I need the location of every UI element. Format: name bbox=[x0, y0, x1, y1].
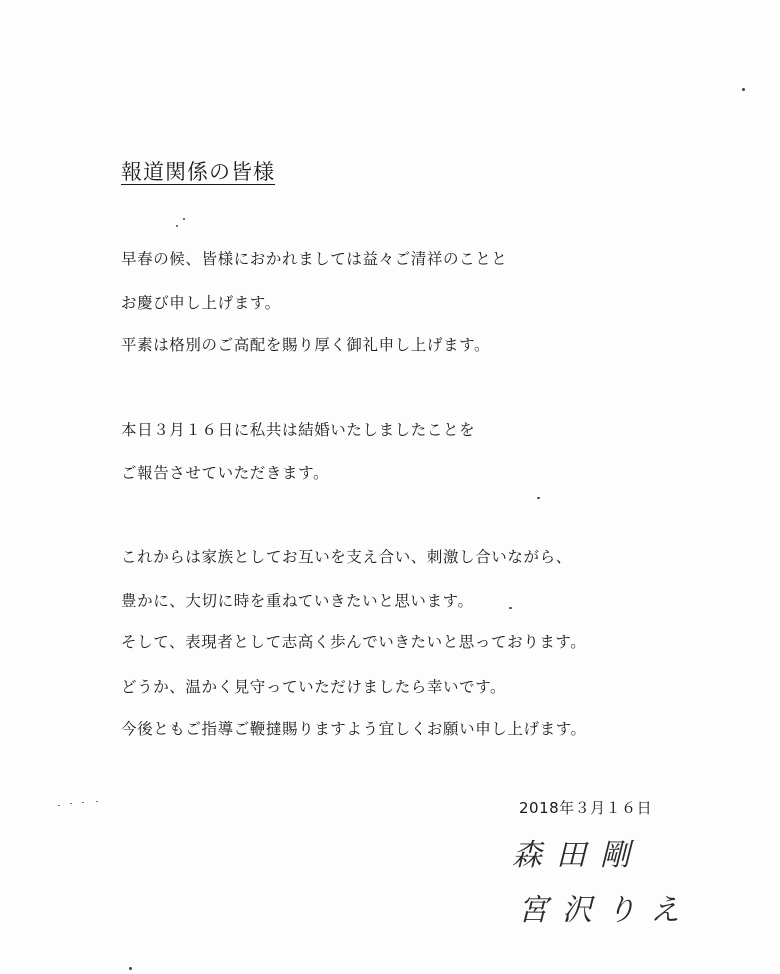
scan-speck bbox=[176, 225, 178, 227]
body-line: ご報告させていただきます。 bbox=[121, 464, 330, 482]
scan-speck bbox=[58, 805, 60, 806]
signature-morita: 森田剛 bbox=[512, 838, 644, 873]
scan-speck bbox=[509, 607, 512, 609]
body-line: どうか、温かく見守っていただけましたら幸いです。 bbox=[121, 678, 507, 696]
body-line: 豊かに、大切に時を重ねていきたいと思います。 bbox=[121, 592, 474, 610]
scan-speck bbox=[742, 88, 745, 91]
scan-speck bbox=[183, 218, 185, 220]
body-line: 早春の候、皆様におかれましては益々ご清祥のことと bbox=[121, 250, 508, 268]
body-line: そして、表現者として志高く歩んでいきたいと思っております。 bbox=[121, 633, 587, 651]
scan-speck bbox=[96, 801, 98, 802]
body-line: 平素は格別のご高配を賜り厚く御礼申し上げます。 bbox=[121, 336, 491, 354]
body-line: 本日３月１６日に私共は結婚いたしましたことを bbox=[121, 421, 476, 439]
scan-speck bbox=[129, 967, 132, 970]
body-line: 今後ともご指導ご鞭撻賜りますよう宜しくお願い申し上げます。 bbox=[121, 720, 587, 738]
document-date: 2018年３月１６日 bbox=[519, 799, 653, 817]
scan-speck bbox=[70, 803, 72, 804]
document-title: 報道関係の皆様 bbox=[121, 160, 275, 184]
scan-speck bbox=[537, 497, 540, 499]
body-line: これからは家族としてお互いを支え合い、刺激し合いながら、 bbox=[121, 548, 572, 566]
body-line: お慶び申し上げます。 bbox=[121, 294, 281, 312]
scan-speck bbox=[82, 802, 84, 803]
signature-miyazawa: 宮沢りえ bbox=[518, 893, 694, 928]
